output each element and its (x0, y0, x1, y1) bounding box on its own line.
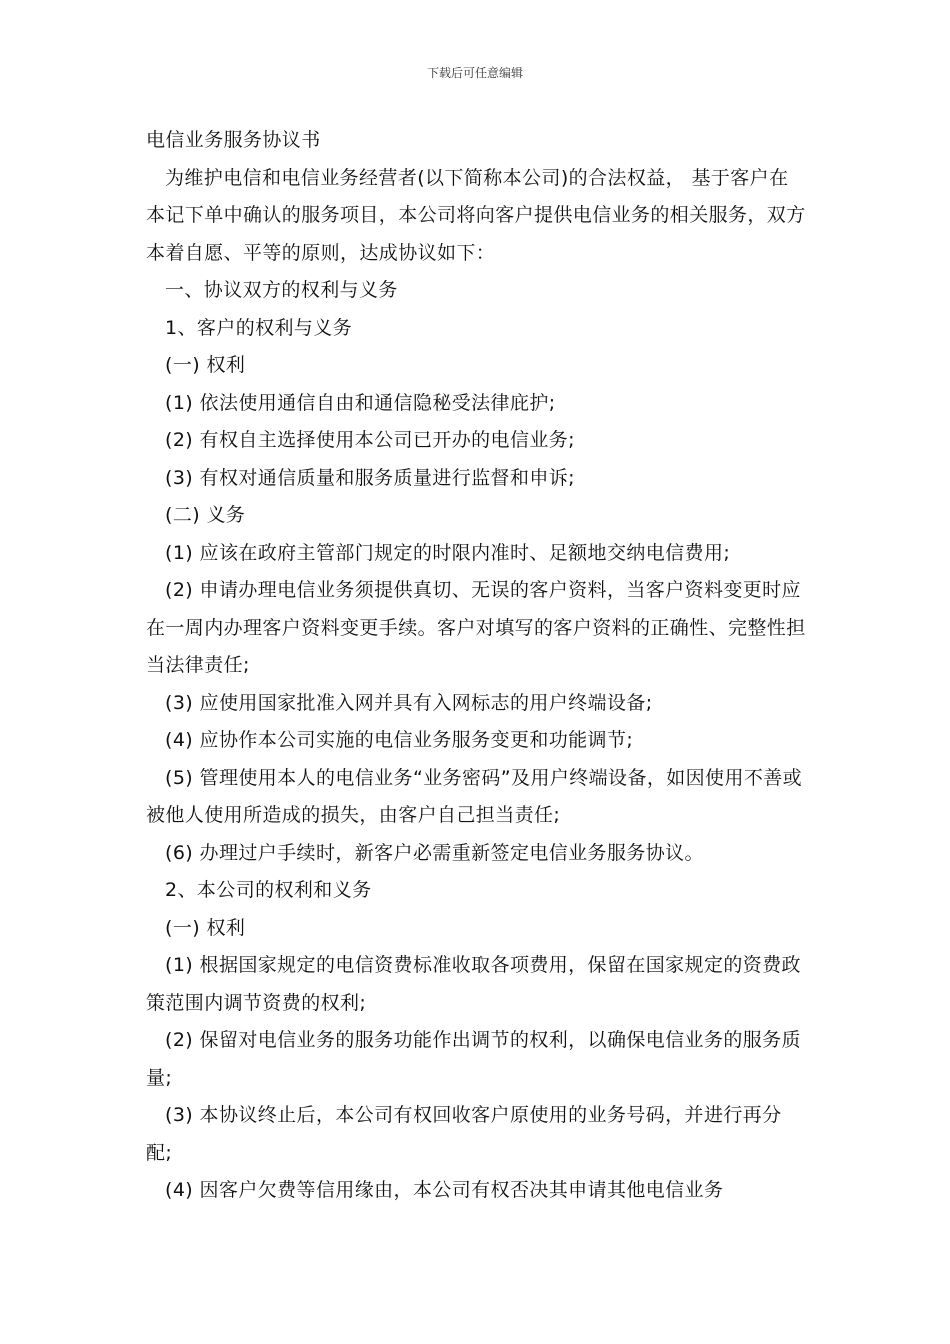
clause-item: (3) 有权对通信质量和服务质量进行监督和申诉; (165, 466, 575, 489)
subsection-heading: 1、客户的权利与义务 (165, 316, 353, 339)
clause-item: (2) 保留对电信业务的服务功能作出调节的权利，以确保电信业务的服务质量; (146, 1029, 801, 1089)
page-header: 下载后可任意编辑 (426, 66, 523, 80)
clause-item: (2) 申请办理电信业务须提供真切、无误的客户资料，当客户资料变更时应在一周内办理客户资料变更手续。客户对填写的客户资料的正确性、完整性担当法律责任; (146, 579, 806, 676)
clause-item: (5) 管理使用本人的电信业务“业务密码”及用户终端设备，如因使用不善或被他人使用所造成的损失，由客户自己担当责任; (146, 766, 803, 826)
intro-paragraph: 为维护电信和电信业务经营者(以下简称本公司)的合法权益， 基于客户在本记下单中确认的服务项目，本公司将向客户提供电信业务的相关服务，双方本着自愿、平等的原则，达成协议如下： (146, 166, 806, 264)
clause-item: (4) 应协作本公司实施的电信业务服务变更和功能调节; (165, 729, 634, 751)
clause-item: (4) 因客户欠费等信用缘由，本公司有权否决其申请其他电信业务 (165, 1179, 724, 1201)
clause-item: (3) 本协议终止后，本公司有权回收客户原使用的业务号码，并进行再分配; (146, 1104, 782, 1164)
clause-item: (2) 有权自主选择使用本公司已开办的电信业务; (165, 429, 575, 451)
clause-item: (3) 应使用国家批准入网并具有入网标志的用户终端设备; (165, 691, 653, 714)
clause-heading: (一) 权利 (165, 354, 246, 376)
clause-item: (1) 依法使用通信自由和通信隐秘受法律庇护; (165, 391, 556, 414)
subsection-heading: 2、本公司的权利和义务 (165, 879, 372, 901)
clause-item: (1) 应该在政府主管部门规定的时限内准时、足额地交纳电信费用; (165, 541, 731, 564)
clause-item: (6) 办理过户手续时，新客户必需重新签定电信业务服务协议。 (165, 841, 704, 864)
document-body (146, 122, 806, 1210)
document-title: 电信业务服务协议书 (146, 129, 321, 151)
clause-item: (1) 根据国家规定的电信资费标准收取各项费用，保留在国家规定的资费政策范围内调节资费的权利; (146, 954, 801, 1014)
clause-heading: (二) 义务 (165, 504, 246, 526)
section-heading: 一、协议双方的权利与义务 (165, 279, 398, 301)
clause-heading: (一) 权利 (165, 916, 246, 939)
